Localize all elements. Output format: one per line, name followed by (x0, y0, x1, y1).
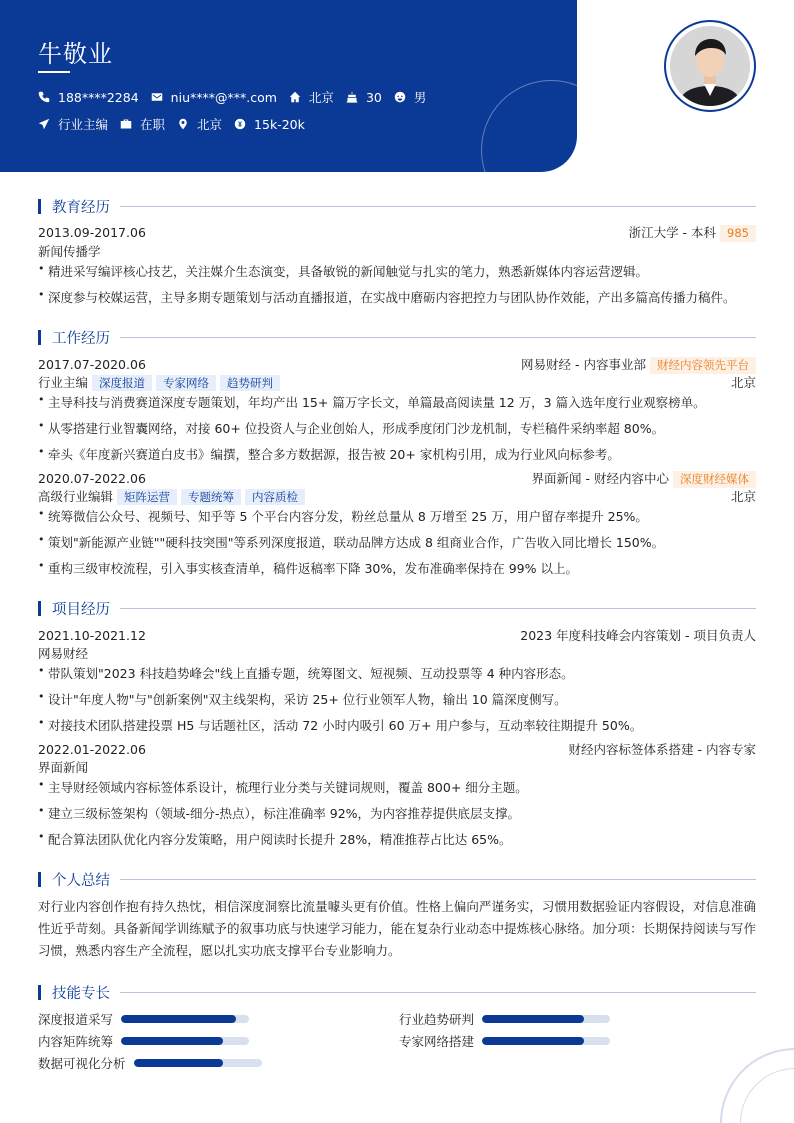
project-section-title: 项目经历 (38, 598, 756, 619)
skill-name: 行业趋势研判 (399, 1012, 475, 1027)
list-item: • 统筹微信公众号、视频号、知乎等 5 个平台内容分发，粉丝总量从 8 万增至 25 万，用户留存率提升 25%。 (38, 507, 648, 524)
skill-bar-fill (482, 1015, 584, 1023)
work-header-row (38, 469, 756, 488)
skill-bar (121, 1037, 249, 1045)
phone-icon (38, 91, 50, 103)
position-text: 行业主编 (58, 117, 109, 132)
work-role: 高级行业编辑 (38, 489, 114, 504)
project-org: 网易财经 (38, 646, 89, 661)
mail-icon (151, 91, 163, 103)
phone-text: 188****2284 (58, 89, 139, 105)
skill-name: 内容矩阵统筹 (38, 1034, 114, 1049)
skill-item (399, 1010, 610, 1028)
cake-icon (346, 91, 358, 103)
education-major: 新闻传播学 (38, 244, 101, 259)
education-school: 浙江大学 - 本科 (628, 225, 717, 240)
skill-name: 专家网络搭建 (399, 1034, 475, 1049)
project-org-row (38, 644, 756, 662)
salary-text: 15k-20k (254, 116, 305, 132)
avatar (664, 20, 756, 112)
list-item: • 牵头《年度新兴赛道白皮书》编撰，整合多方数据源，报告被 20+ 家机构引用，成为行业风向标参考。 (38, 445, 620, 462)
contact-row (38, 88, 438, 106)
skill-bar (121, 1015, 249, 1023)
skill-item (38, 1032, 249, 1050)
skill-item (399, 1032, 610, 1050)
work-period: 2017.07-2020.06 (38, 357, 146, 372)
work-company: 界面新闻 - 财经内容中心 (531, 471, 669, 486)
project-period: 2022.01-2022.06 (38, 741, 146, 757)
summary-text: 对行业内容创作抱有持久热忱，相信深度洞察比流量噱头更有价值。性格上偏向严谨务实，习惯用数据验证内容假设，对信息准确性近乎苛刻。具备新闻学训练赋予的叙事功底与快速学习能力，能在复杂行业动态中提炼核心脉络。加分项：长期保持阅读与写作习惯，熟悉内容生产全流程，愿以扎实功底支撑平台专业影响力。 (38, 899, 756, 958)
send-icon (38, 118, 50, 130)
work-company: 网易财经 - 内容事业部 (521, 357, 646, 372)
list-item: • 重构三级审校流程，引入事实核查清单，稿件返稿率下降 30%，发布准确率保持在 99% 以上。 (38, 559, 578, 576)
tag: 专题统筹 (181, 489, 241, 505)
avatar-photo (670, 26, 750, 106)
skill-item (38, 1054, 262, 1072)
header-banner (0, 0, 577, 172)
list-item: • 主导财经领域内容标签体系设计，梳理行业分类与关键词规则，覆盖 800+ 细分主题。 (38, 778, 528, 795)
project-org-row (38, 758, 756, 776)
tag: 专家网络 (156, 375, 216, 391)
skill-bar (134, 1059, 262, 1067)
skill-item (38, 1010, 249, 1028)
work-city: 北京 (730, 489, 756, 504)
list-item: • 配合算法团队优化内容分发策略，用户阅读时长提升 28%，精准推荐占比达 65%。 (38, 830, 512, 847)
education-badge: 985 (720, 225, 756, 242)
tag: 趋势研判 (220, 375, 280, 391)
person-portrait-icon (670, 26, 750, 106)
work-city: 北京 (730, 375, 756, 390)
education-major-row (38, 242, 756, 260)
project-title: 2023 年度科技峰会内容策划 - 项目负责人 (520, 628, 756, 643)
decorative-circle (481, 80, 577, 172)
job-intent-row (38, 115, 317, 133)
status-text: 在职 (140, 117, 166, 132)
skill-name: 数据可视化分析 (38, 1056, 126, 1071)
list-item: • 精进采写编评核心技艺，关注媒介生态演变，具备敏锐的新闻触觉与扎实的笔力，熟悉新媒体内容运营逻辑。 (38, 262, 649, 279)
location-pin-icon (177, 118, 189, 130)
skill-bar (482, 1015, 610, 1023)
briefcase-icon (120, 118, 132, 130)
work-role-row (38, 487, 756, 505)
skill-bar-fill (121, 1037, 223, 1045)
education-section-title: 教育经历 (38, 196, 756, 217)
project-header-row (38, 626, 756, 644)
work-section-title: 工作经历 (38, 327, 756, 348)
gender-text: 男 (413, 90, 427, 105)
skills-section-title: 技能专长 (38, 982, 756, 1003)
list-item: • 深度参与校媒运营，主导多期专题策划与活动直播报道，在实战中磨砺内容把控力与团队协作效能，产出多篇高传播力稿件。 (38, 288, 736, 305)
list-item: • 建立三级标签架构（领域-细分-热点），标注准确率 92%，为内容推荐提供底层支撑。 (38, 804, 521, 821)
project-header-row (38, 740, 756, 758)
skill-bar-fill (121, 1015, 236, 1023)
city-text: 北京 (308, 90, 334, 105)
education-header-row (38, 223, 756, 242)
summary-section-title: 个人总结 (38, 869, 756, 890)
home-icon (289, 91, 301, 103)
skill-bar-fill (482, 1037, 584, 1045)
candidate-name: 牛敬业 (38, 40, 113, 68)
skill-bar-fill (134, 1059, 224, 1067)
tag: 矩阵运营 (117, 489, 177, 505)
work-period: 2020.07-2022.06 (38, 471, 146, 486)
work-role-row (38, 373, 756, 391)
skill-bar (482, 1037, 610, 1045)
list-item: • 设计"年度人物"与"创新案例"双主线架构，采访 25+ 位行业领军人物，输出 10 篇深度侧写。 (38, 690, 567, 707)
work-badge: 财经内容领先平台 (650, 357, 756, 374)
name-underline (38, 71, 70, 73)
education-period: 2013.09-2017.06 (38, 225, 146, 240)
list-item: • 策划"新能源产业链""硬科技突围"等系列深度报道，联动品牌方达成 8 组商业合作，广告收入同比增长 150%。 (38, 533, 665, 550)
list-item: • 对接技术团队搭建投票 H5 与话题社区，活动 72 小时内吸引 60 万+ 用户参与，互动率较往期提升 50%。 (38, 716, 643, 733)
list-item: • 从零搭建行业智囊网络，对接 60+ 位投资人与企业创始人，形成季度闭门沙龙机制，专栏稿件采纳率超 80%。 (38, 419, 665, 436)
skill-name: 深度报道采写 (38, 1012, 114, 1027)
list-item: • 主导科技与消费赛道深度专题策划，年均产出 15+ 篇万字长文，单篇最高阅读量 12 万，3 篇入选年度行业观察榜单。 (38, 393, 706, 410)
age-text: 30 (365, 89, 382, 105)
tag: 内容质检 (245, 489, 305, 505)
project-title: 财经内容标签体系搭建 - 内容专家 (568, 742, 756, 757)
project-org: 界面新闻 (38, 760, 89, 775)
work-badge: 深度财经媒体 (673, 471, 756, 488)
email-text: niu****@***.com (170, 89, 277, 105)
list-item: • 带队策划"2023 科技趋势峰会"线上直播专题，统筹图文、短视频、互动投票等 4 种内容形态。 (38, 664, 574, 681)
tag: 深度报道 (92, 375, 152, 391)
target-city-text: 北京 (197, 117, 223, 132)
salary-icon (234, 118, 246, 130)
project-period: 2021.10-2021.12 (38, 627, 146, 643)
work-header-row (38, 355, 756, 374)
work-role: 行业主编 (38, 375, 89, 390)
gender-icon (394, 91, 406, 103)
